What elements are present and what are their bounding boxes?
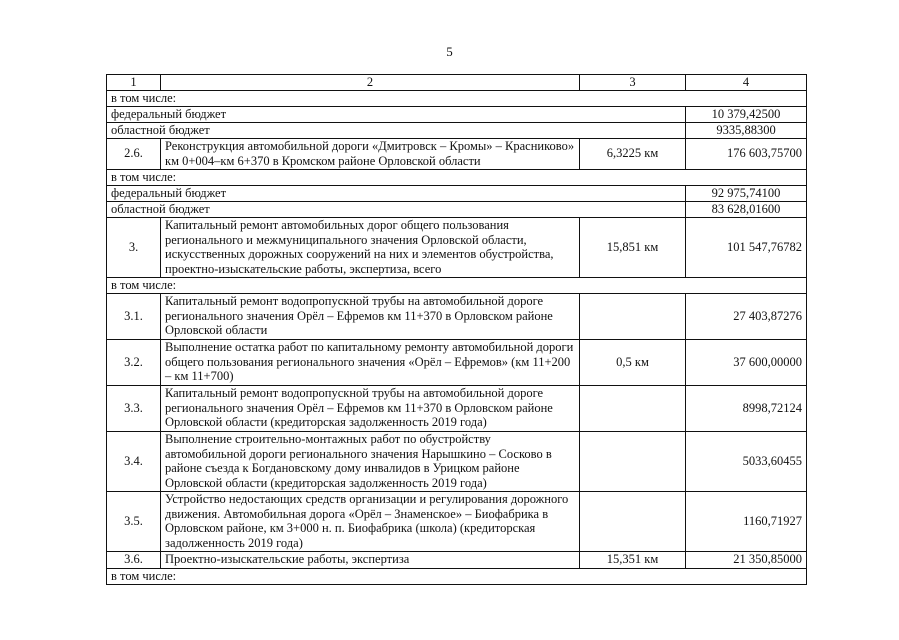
budget-source-row (107, 201, 807, 217)
table-row (107, 339, 807, 385)
table-row (107, 491, 807, 551)
item-amount: 1160,71927 (686, 491, 807, 551)
item-description: Выполнение остатка работ по капитальному ремонту автомобильной дороги общего пользования регионального значения «Орёл – Ефремов» (км 11+200 – км 11+700) (161, 339, 580, 385)
item-number: 3.3. (107, 385, 161, 431)
item-amount: 8998,72124 (686, 385, 807, 431)
item-description: Капитальный ремонт автомобильных дорог общего пользования регионального и межмуниципального значения Орловской области, искусственных дорожных сооружений на них и элементов обустройства, проектно-изыскательские работы, экспертиза, всего (161, 217, 580, 277)
item-length (580, 293, 686, 339)
budget-amount: 10 379,42500 (686, 106, 807, 122)
item-length: 15,351 км (580, 551, 686, 568)
budget-source-row (107, 122, 807, 138)
budget-source-label: федеральный бюджет (107, 185, 686, 201)
item-length: 6,3225 км (580, 138, 686, 169)
item-amount: 176 603,75700 (686, 138, 807, 169)
page-number: 5 (446, 44, 453, 59)
item-number: 3.4. (107, 431, 161, 491)
subtotal-caption-row (107, 568, 807, 584)
item-amount: 101 547,76782 (686, 217, 807, 277)
table-row (107, 293, 807, 339)
budget-source-row (107, 106, 807, 122)
item-description: Капитальный ремонт водопропускной трубы на автомобильной дороге регионального значения Орёл – Ефремов км 11+370 в Орловском районе Орловской области (161, 293, 580, 339)
item-number: 3.5. (107, 491, 161, 551)
table-row (107, 217, 807, 277)
item-length (580, 431, 686, 491)
budget-table (106, 74, 807, 585)
budget-source-row (107, 185, 807, 201)
column-number-2: 2 (161, 75, 580, 91)
subtotal-caption-row (107, 169, 807, 185)
caption-label: в том числе: (107, 568, 807, 584)
table-row (107, 385, 807, 431)
budget-source-label: областной бюджет (107, 201, 686, 217)
item-length (580, 491, 686, 551)
column-number-3: 3 (580, 75, 686, 91)
budget-source-label: федеральный бюджет (107, 106, 686, 122)
item-description: Проектно-изыскательские работы, экспертиза (161, 551, 580, 568)
item-length (580, 385, 686, 431)
item-description: Устройство недостающих средств организации и регулирования дорожного движения. Автомобильная дорога «Орёл – Знаменское» – Биофабрика в Орловском районе, км 3+000 н. п. Биофабрика (школа) (кредиторская задолженность 2019 года) (161, 491, 580, 551)
item-number: 3.1. (107, 293, 161, 339)
table-row (107, 431, 807, 491)
table-row (107, 551, 807, 568)
caption-label: в том числе: (107, 90, 807, 106)
item-description: Капитальный ремонт водопропускной трубы на автомобильной дороге регионального значения Орёл – Ефремов км 11+370 в Орловском районе Орловской области (кредиторская задолженность 2019 года) (161, 385, 580, 431)
item-length: 0,5 км (580, 339, 686, 385)
item-amount: 21 350,85000 (686, 551, 807, 568)
subtotal-caption-row (107, 277, 807, 293)
item-length: 15,851 км (580, 217, 686, 277)
budget-amount: 9335,88300 (686, 122, 807, 138)
item-amount: 5033,60455 (686, 431, 807, 491)
caption-label: в том числе: (107, 277, 807, 293)
subtotal-caption-row (107, 90, 807, 106)
budget-table-body (107, 75, 807, 585)
budget-source-label: областной бюджет (107, 122, 686, 138)
item-number: 3. (107, 217, 161, 277)
caption-label: в том числе: (107, 169, 807, 185)
item-description: Выполнение строительно-монтажных работ по обустройству автомобильной дороги регионального значения Нарышкино – Сосково в районе съезда к Богдановскому дому инвалидов в Урицком районе Орловской области (кредиторская задолженность 2019 года) (161, 431, 580, 491)
item-amount: 27 403,87276 (686, 293, 807, 339)
budget-amount: 83 628,01600 (686, 201, 807, 217)
item-number: 3.2. (107, 339, 161, 385)
item-number: 2.6. (107, 138, 161, 169)
header-row (107, 75, 807, 91)
column-number-4: 4 (686, 75, 807, 91)
item-description: Реконструкция автомобильной дороги «Дмитровск – Кромы» – Красниково» км 0+004–км 6+370 в Кромском районе Орловской области (161, 138, 580, 169)
item-amount: 37 600,00000 (686, 339, 807, 385)
table-row (107, 138, 807, 169)
column-number-1: 1 (107, 75, 161, 91)
item-number: 3.6. (107, 551, 161, 568)
budget-amount: 92 975,74100 (686, 185, 807, 201)
